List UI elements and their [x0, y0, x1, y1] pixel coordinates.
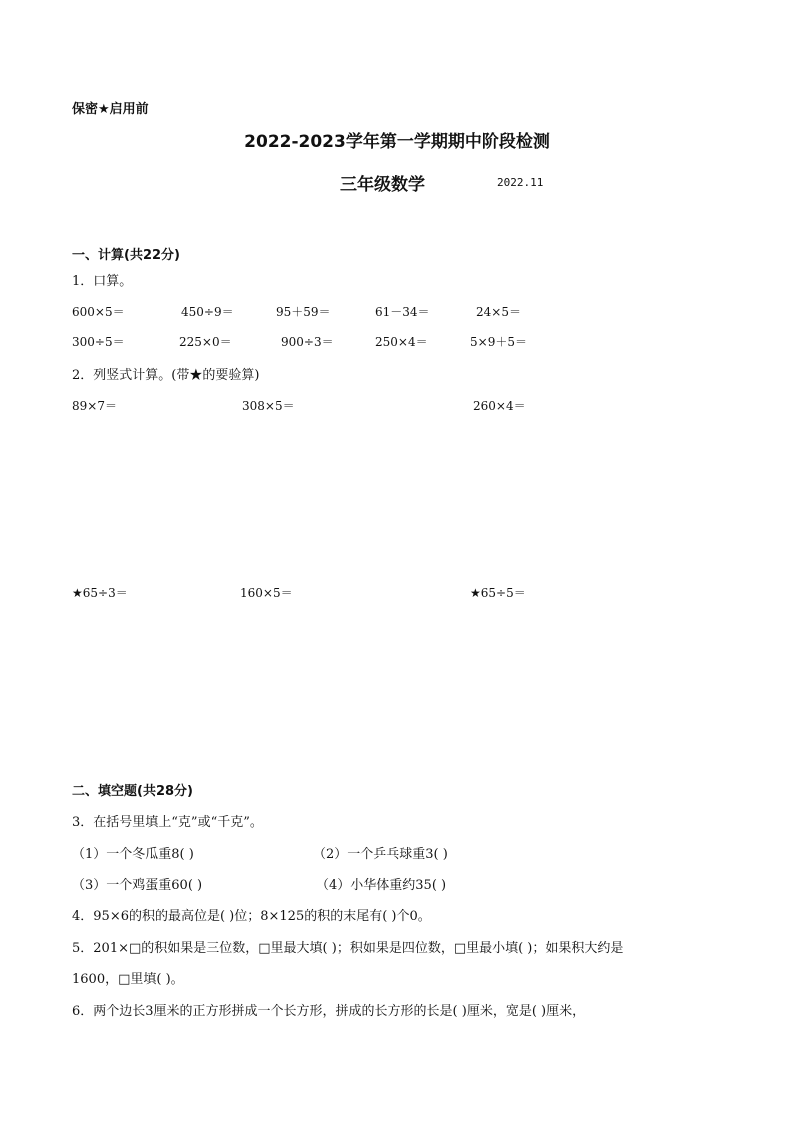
oral-calc-item: 900÷3＝ [281, 335, 334, 349]
exam-subtitle: 三年级数学 [340, 175, 425, 195]
vertical-calc-item: 89×7＝ [72, 399, 117, 413]
oral-calc-item: 300÷5＝ [72, 335, 125, 349]
question-3-label: 3．在括号里填上“克”或“千克”。 [72, 815, 263, 830]
vertical-calc-item: 308×5＝ [242, 399, 295, 413]
oral-calc-item: 5×9＋5＝ [470, 335, 527, 349]
question-5-line-2: 1600，□里填( )。 [72, 972, 184, 987]
oral-calc-item: 95＋59＝ [276, 305, 331, 319]
oral-calc-item: 225×0＝ [179, 335, 232, 349]
oral-calc-item: 450÷9＝ [181, 305, 234, 319]
fill-blank-item: （1）一个冬瓜重8( ) [72, 847, 194, 862]
section-2-heading: 二、填空题(共28分) [72, 784, 193, 799]
fill-blank-item: （2）一个乒乓球重3( ) [313, 847, 448, 862]
fill-blank-item: （4）小华体重约35( ) [316, 878, 447, 893]
question-5-line-1: 5．201×□的积如果是三位数，□里最大填( )；积如果是四位数，□里最小填( )；如果积大约是 [72, 941, 624, 956]
exam-date: 2022.11 [497, 176, 544, 189]
oral-calc-item: 61－34＝ [375, 305, 430, 319]
vertical-calc-item: 260×4＝ [473, 399, 526, 413]
vertical-calc-item: ★65÷3＝ [72, 586, 128, 600]
fill-blank-item: （3）一个鸡蛋重60( ) [72, 878, 203, 893]
oral-calc-item: 250×4＝ [375, 335, 428, 349]
question-2-label: 2．列竖式计算。(带★的要验算) [72, 368, 260, 383]
vertical-calc-item: ★65÷5＝ [470, 586, 526, 600]
question-4: 4．95×6的积的最高位是( )位；8×125的积的末尾有( )个0。 [72, 909, 431, 924]
oral-calc-item: 24×5＝ [476, 305, 521, 319]
oral-calc-item: 600×5＝ [72, 305, 125, 319]
section-1-heading: 一、计算(共22分) [72, 248, 180, 263]
exam-title: 2022-2023学年第一学期期中阶段检测 [244, 132, 550, 152]
confidential-label: 保密★启用前 [72, 102, 149, 117]
vertical-calc-item: 160×5＝ [240, 586, 293, 600]
question-6: 6．两个边长3厘米的正方形拼成一个长方形，拼成的长方形的长是( )厘米，宽是( )厘米， [72, 1004, 586, 1019]
question-1-label: 1．口算。 [72, 274, 133, 289]
